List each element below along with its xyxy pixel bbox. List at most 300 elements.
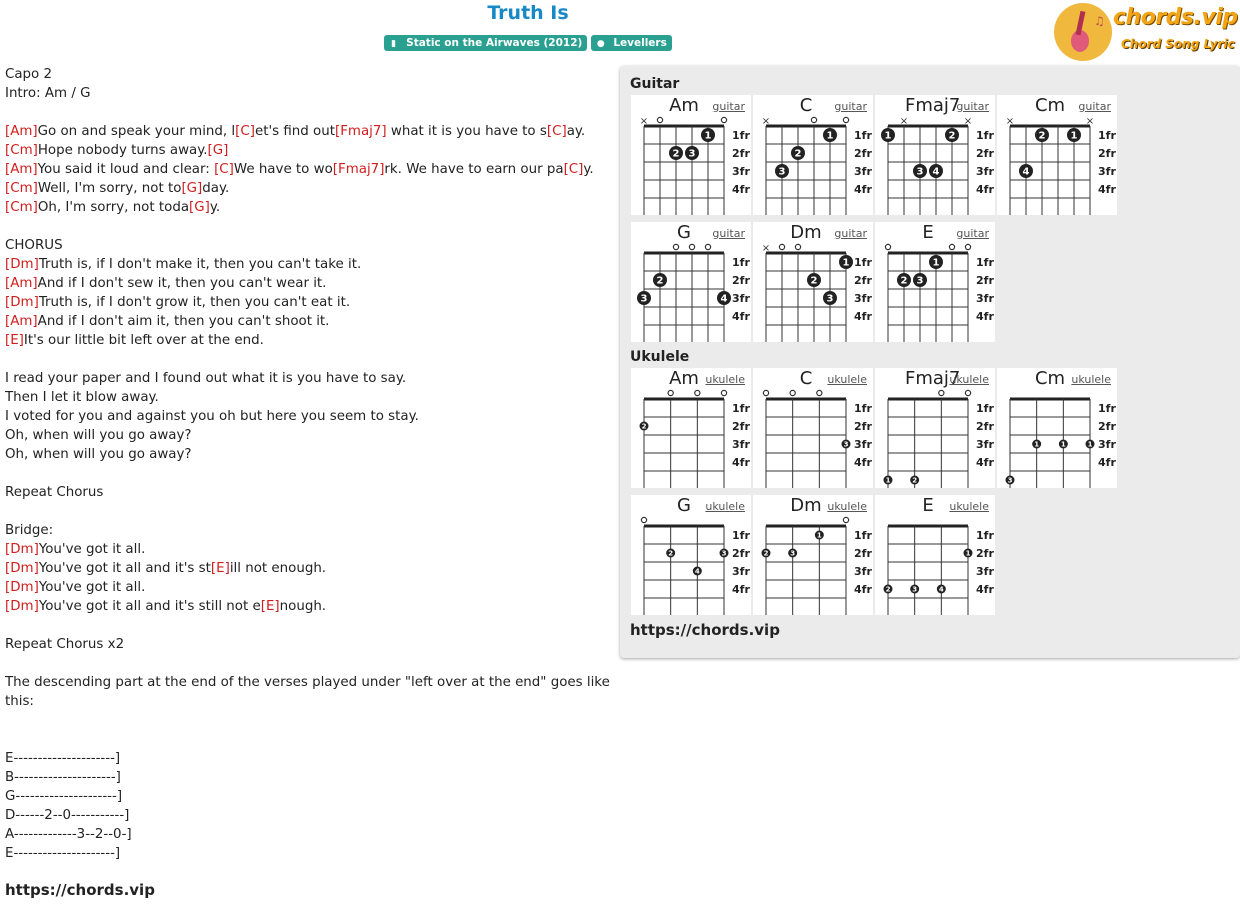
chord-diagram: [631, 95, 751, 215]
chord-card-guitar-am[interactable]: [631, 95, 751, 215]
lyric-line: [5, 483, 615, 502]
lyric-text: E---------------------]: [5, 846, 121, 861]
chord-diagram: [631, 495, 751, 615]
lyric-text: day.: [202, 181, 230, 196]
instrument-link[interactable]: ukulele: [949, 500, 989, 513]
chord-link[interactable]: [G]: [189, 200, 210, 215]
lyric-text: You've got it all and it's st: [38, 561, 211, 576]
lyric-text: G---------------------]: [5, 789, 123, 804]
fret-label: 3fr: [732, 565, 750, 578]
guitar-heading: Guitar: [630, 76, 680, 92]
lyric-line: [5, 274, 615, 293]
chord-diagram: [631, 222, 751, 342]
lyric-text: et's find out: [254, 124, 335, 139]
chord-link[interactable]: [G]: [181, 181, 203, 196]
lyric-line: [5, 787, 615, 806]
fret-label: 3fr: [976, 292, 994, 305]
lyric-line: [5, 141, 615, 160]
lyric-text: Truth is, if I don't grow it, then you can't eat it.: [38, 295, 351, 310]
chord-name: Fmaj7: [905, 368, 961, 389]
lyric-text: Oh, when will you go away?: [5, 428, 192, 443]
song-badges: [0, 35, 1056, 51]
instrument-link[interactable]: ukulele: [827, 500, 867, 513]
finger-number: 2: [763, 549, 769, 558]
chord-card-guitar-e[interactable]: [875, 222, 995, 342]
chord-card-guitar-g[interactable]: [631, 222, 751, 342]
fret-label: 3fr: [854, 438, 872, 451]
instrument-link[interactable]: ukulele: [1071, 373, 1111, 386]
lyric-line: [5, 160, 615, 179]
chord-name: Cm: [1034, 368, 1066, 389]
lyric-text: You've got it all.: [38, 542, 146, 557]
finger-number: 1: [704, 130, 712, 142]
finger-number: 2: [885, 585, 891, 594]
chord-name: G: [677, 495, 691, 516]
finger-number: 4: [938, 585, 944, 594]
fret-label: 2fr: [732, 274, 750, 287]
lyric-line: [5, 711, 615, 730]
open-string-marker: [965, 244, 970, 249]
lyric-line: [5, 198, 615, 217]
lyric-text: Intro: Am / G: [5, 86, 91, 101]
open-string-marker: [763, 390, 768, 395]
lyric-line: [5, 654, 615, 673]
fret-label: 4fr: [1098, 183, 1116, 196]
chord-card-ukulele-c[interactable]: [753, 368, 873, 488]
chord-link[interactable]: [Am]: [5, 276, 38, 291]
finger-number: 3: [790, 549, 796, 558]
lyric-text: I read your paper and I found out what it is you have to say.: [5, 371, 407, 386]
finger-number: 3: [843, 440, 849, 449]
fret-label: 1fr: [1098, 129, 1116, 142]
fret-label: 1fr: [1098, 402, 1116, 415]
finger-number: 3: [1007, 476, 1013, 485]
finger-number: 3: [778, 166, 786, 178]
chord-diagram: [753, 495, 873, 615]
fret-label: 3fr: [732, 292, 750, 305]
fret-label: 4fr: [732, 183, 750, 196]
open-string-marker: [779, 244, 784, 249]
lyric-line: [5, 84, 615, 103]
chord-name: E: [922, 495, 934, 516]
fret-label: 2fr: [732, 147, 750, 160]
fret-label: 4fr: [854, 456, 872, 469]
finger-number: 1: [826, 130, 834, 142]
instrument-link[interactable]: guitar: [1078, 100, 1111, 113]
album-badge[interactable]: [384, 35, 587, 51]
chord-name: Am: [669, 368, 699, 389]
muted-string-marker: ×: [1005, 116, 1015, 127]
chord-diagram: [875, 222, 995, 342]
instrument-link[interactable]: ukulele: [705, 373, 745, 386]
lyric-text: what it is you have to s: [386, 124, 547, 139]
fret-label: 3fr: [976, 165, 994, 178]
chord-link[interactable]: [Dm]: [5, 580, 39, 595]
lyric-text: ill not enough.: [229, 561, 327, 576]
finger-number: 2: [641, 422, 647, 431]
open-string-marker: [965, 390, 970, 395]
lyric-line: [5, 730, 615, 749]
lyric-text: Well, I'm sorry, not to: [37, 181, 182, 196]
instrument-link[interactable]: guitar: [956, 227, 989, 240]
lyric-line: [5, 369, 615, 388]
fret-label: 4fr: [976, 456, 994, 469]
lyric-line: [5, 521, 615, 540]
lyric-line: [5, 103, 615, 122]
lyric-text: Oh, I'm sorry, not toda: [37, 200, 190, 215]
muted-string-marker: ×: [963, 116, 973, 127]
lyric-text: I voted for you and against you oh but here you seem to stay.: [5, 409, 419, 424]
chord-link[interactable]: [Fmaj7]: [334, 124, 387, 139]
fret-label: 2fr: [976, 420, 994, 433]
fret-label: 1fr: [976, 402, 994, 415]
lyric-text: You've got it all.: [38, 580, 146, 595]
chord-card-guitar-c[interactable]: [753, 95, 873, 215]
lyric-text: You said it loud and clear:: [37, 162, 215, 177]
finger-number: 4: [694, 567, 700, 576]
finger-number: 2: [656, 275, 664, 287]
instrument-link[interactable]: guitar: [834, 227, 867, 240]
finger-number: 3: [688, 148, 696, 160]
lyric-line: [5, 388, 615, 407]
lyric-text: D------2--0-----------]: [5, 808, 130, 823]
instrument-link[interactable]: ukulele: [949, 373, 989, 386]
chord-name: Dm: [790, 222, 822, 243]
lyric-text: B---------------------]: [5, 770, 121, 785]
chord-card-guitar-dm[interactable]: [753, 222, 873, 342]
lyric-line: [5, 236, 615, 255]
fret-label: 4fr: [854, 183, 872, 196]
fret-label: 4fr: [976, 583, 994, 596]
finger-number: 3: [826, 293, 834, 305]
lyric-text: A-------------3--2--0-]: [5, 827, 132, 842]
finger-number: 2: [912, 476, 918, 485]
finger-number: 1: [932, 257, 940, 269]
finger-number: 2: [810, 275, 818, 287]
finger-number: 1: [884, 130, 892, 142]
fret-label: 2fr: [976, 274, 994, 287]
muted-string-marker: ×: [639, 116, 649, 127]
fret-label: 3fr: [732, 165, 750, 178]
chord-link[interactable]: [Am]: [5, 314, 38, 329]
fret-label: 1fr: [854, 402, 872, 415]
chord-name: G: [677, 222, 691, 243]
chord-link[interactable]: [Cm]: [5, 181, 38, 196]
finger-number: 2: [900, 275, 908, 287]
chord-link[interactable]: [Dm]: [5, 542, 39, 557]
open-string-marker: [673, 244, 678, 249]
lyric-line: [5, 331, 615, 350]
finger-number: 2: [672, 148, 680, 160]
open-string-marker: [641, 517, 646, 522]
chord-link[interactable]: [Cm]: [5, 200, 38, 215]
fret-label: 4fr: [732, 583, 750, 596]
lyric-line: [5, 768, 615, 787]
lyrics-body: [5, 65, 615, 863]
lyric-text: Repeat Chorus: [5, 485, 104, 500]
lyric-text: Go on and speak your mind, l: [37, 124, 236, 139]
instrument-link[interactable]: ukulele: [827, 373, 867, 386]
fret-label: 1fr: [976, 529, 994, 542]
fret-label: 1fr: [854, 256, 872, 269]
fret-label: 3fr: [976, 438, 994, 451]
lyric-text: Truth is, if I don't make it, then you can't take it.: [38, 257, 362, 272]
fret-label: 1fr: [732, 529, 750, 542]
fret-label: 1fr: [854, 129, 872, 142]
fret-label: 3fr: [1098, 438, 1116, 451]
chord-card-ukulele-am[interactable]: [631, 368, 751, 488]
chord-name: Cm: [1034, 95, 1066, 116]
chord-diagram: [875, 95, 995, 215]
fret-label: 1fr: [976, 129, 994, 142]
lyric-line: [5, 407, 615, 426]
chord-diagram: [997, 368, 1117, 488]
lyric-line: [5, 502, 615, 521]
lyric-text: Capo 2: [5, 67, 53, 82]
fret-label: 3fr: [976, 565, 994, 578]
finger-number: 1: [1034, 440, 1040, 449]
lyric-text: rk. We have to earn our pa: [384, 162, 564, 177]
instrument-link[interactable]: ukulele: [705, 500, 745, 513]
album-badge-label: Static on the Airwaves (2012): [406, 37, 583, 49]
open-string-marker: [689, 244, 694, 249]
finger-number: 3: [721, 549, 727, 558]
finger-number: 1: [1070, 130, 1078, 142]
chord-link[interactable]: [C]: [546, 124, 567, 139]
chord-link[interactable]: [E]: [5, 333, 24, 348]
open-string-marker: [695, 390, 700, 395]
muted-string-marker: ×: [761, 116, 771, 127]
chord-link[interactable]: [Dm]: [5, 599, 39, 614]
finger-number: 4: [720, 293, 728, 305]
fret-label: 1fr: [732, 402, 750, 415]
instrument-link[interactable]: guitar: [834, 100, 867, 113]
lyric-line: [5, 559, 615, 578]
open-string-marker: [657, 117, 662, 122]
lyric-line: [5, 540, 615, 559]
finger-number: 1: [965, 549, 971, 558]
lyric-text: E---------------------]: [5, 751, 121, 766]
lyric-text: We have to wo: [233, 162, 333, 177]
lyric-text: The descending part at the end of the verses played under "left over at the end" goes like this:: [5, 675, 615, 709]
instrument-link[interactable]: guitar: [712, 100, 745, 113]
finger-number: 1: [816, 531, 822, 540]
lyric-text: It's our little bit left over at the end.: [23, 333, 264, 348]
music-note-icon: ♫: [1094, 14, 1105, 28]
open-string-marker: [705, 244, 710, 249]
chord-card-guitar-cm[interactable]: [997, 95, 1117, 215]
ukulele-heading: Ukulele: [630, 349, 690, 365]
chord-name: E: [922, 222, 934, 243]
chord-link[interactable]: [E]: [260, 599, 280, 614]
lyric-line: [5, 312, 615, 331]
lyric-line: [5, 293, 615, 312]
finger-number: 1: [1060, 440, 1066, 449]
lyric-text: And if I don't aim it, then you can't shoot it.: [37, 314, 330, 329]
fret-label: 1fr: [854, 529, 872, 542]
finger-number: 1: [885, 476, 891, 485]
lyric-text: nough.: [279, 599, 327, 614]
instrument-link[interactable]: guitar: [956, 100, 989, 113]
chord-card-ukulele-cm[interactable]: [997, 368, 1117, 488]
chord-diagram: [631, 368, 751, 488]
lyric-line: [5, 350, 615, 369]
finger-number: 3: [916, 166, 924, 178]
chord-diagram: [875, 495, 995, 615]
book-icon: ▮: [391, 39, 397, 49]
lyric-line: [5, 844, 615, 863]
fret-label: 3fr: [732, 438, 750, 451]
fret-label: 4fr: [976, 183, 994, 196]
lyric-line: [5, 806, 615, 825]
fret-label: 2fr: [1098, 420, 1116, 433]
fret-label: 4fr: [732, 310, 750, 323]
lyric-text: Oh, when will you go away?: [5, 447, 192, 462]
fret-label: 4fr: [854, 310, 872, 323]
lyric-line: [5, 635, 615, 654]
lyric-text: And if I don't sew it, then you can't wear it.: [37, 276, 327, 291]
lyric-text: y.: [209, 200, 221, 215]
footer-url[interactable]: https://chords.vip: [5, 881, 155, 899]
lyric-line: [5, 65, 615, 84]
chord-diagram: [875, 368, 995, 488]
chord-name: Fmaj7: [905, 95, 961, 116]
chord-diagram: [997, 95, 1117, 215]
chord-link[interactable]: [C]: [214, 162, 234, 177]
finger-number: 2: [1038, 130, 1046, 142]
chord-diagram: [753, 95, 873, 215]
chord-card-ukulele-g[interactable]: [631, 495, 751, 615]
fret-label: 2fr: [854, 420, 872, 433]
lyric-text: Bridge:: [5, 523, 54, 538]
open-string-marker: [939, 390, 944, 395]
instrument-link[interactable]: guitar: [712, 227, 745, 240]
open-string-marker: [790, 390, 795, 395]
fret-label: 2fr: [976, 547, 994, 560]
fret-label: 2fr: [854, 274, 872, 287]
fret-label: 4fr: [732, 456, 750, 469]
open-string-marker: [949, 244, 954, 249]
lyric-line: [5, 426, 615, 445]
lyric-text: ay.: [566, 124, 586, 139]
fret-label: 4fr: [1098, 456, 1116, 469]
muted-string-marker: ×: [1085, 116, 1095, 127]
chord-name: Am: [669, 95, 699, 116]
fret-label: 2fr: [732, 420, 750, 433]
lyric-text: CHORUS: [5, 238, 63, 253]
finger-number: 3: [912, 585, 918, 594]
open-string-marker: [795, 244, 800, 249]
lyric-line: [5, 445, 615, 464]
finger-number: 2: [794, 148, 802, 160]
song-title: Truth Is: [487, 2, 569, 24]
chord-card-guitar-fmaj7[interactable]: [875, 95, 995, 215]
chord-link[interactable]: [Am]: [5, 162, 38, 177]
lyric-text: Repeat Chorus x2: [5, 637, 125, 652]
muted-string-marker: ×: [899, 116, 909, 127]
fret-label: 2fr: [854, 147, 872, 160]
open-string-marker: [885, 244, 890, 249]
open-string-marker: [721, 390, 726, 395]
finger-number: 1: [1087, 440, 1093, 449]
chord-link[interactable]: [Dm]: [5, 295, 39, 310]
chord-link[interactable]: [G]: [207, 143, 229, 158]
lyric-text: You've got it all and it's still not e: [38, 599, 261, 614]
chord-card-ukulele-dm[interactable]: [753, 495, 873, 615]
lyric-text: Hope nobody turns away.: [37, 143, 208, 158]
lyric-line: [5, 597, 615, 616]
lyric-line: [5, 578, 615, 597]
open-string-marker: [668, 390, 673, 395]
chord-card-ukulele-fmaj7[interactable]: [875, 368, 995, 488]
open-string-marker: [843, 117, 848, 122]
fret-label: 2fr: [854, 547, 872, 560]
lyric-line: [5, 749, 615, 768]
chord-link[interactable]: [Am]: [5, 124, 38, 139]
fret-label: 1fr: [732, 129, 750, 142]
open-string-marker: [843, 517, 848, 522]
lyric-text: y.: [583, 162, 594, 177]
logo-text[interactable]: chords.vip: [1113, 5, 1238, 30]
artist-badge-label: Levellers: [613, 37, 667, 49]
chord-name: Dm: [790, 495, 822, 516]
finger-number: 4: [932, 166, 940, 178]
lyric-line: [5, 217, 615, 236]
artist-badge[interactable]: [591, 35, 672, 51]
chord-link[interactable]: [Dm]: [5, 561, 39, 576]
chord-name: C: [799, 368, 813, 389]
chord-link[interactable]: [C]: [235, 124, 255, 139]
chord-link[interactable]: [C]: [563, 162, 584, 177]
chord-link[interactable]: [Cm]: [5, 143, 38, 158]
lyric-line: [5, 825, 615, 844]
user-icon: ●: [596, 39, 605, 49]
lyric-text: Then I let it blow away.: [5, 390, 159, 405]
chord-link[interactable]: [E]: [210, 561, 230, 576]
fret-label: 3fr: [854, 292, 872, 305]
open-string-marker: [721, 117, 726, 122]
fret-label: 3fr: [854, 165, 872, 178]
logo-subtitle: Chord Song Lyric: [1121, 37, 1235, 51]
fret-label: 2fr: [1098, 147, 1116, 160]
lyric-line: [5, 179, 615, 198]
finger-number: 2: [668, 549, 674, 558]
lyric-line: [5, 255, 615, 274]
chord-diagram: [753, 368, 873, 488]
chord-card-ukulele-e[interactable]: [875, 495, 995, 615]
chord-diagram: [753, 222, 873, 342]
fret-label: 1fr: [732, 256, 750, 269]
chord-link[interactable]: [Fmaj7]: [332, 162, 385, 177]
lyric-line: [5, 464, 615, 483]
lyric-line: [5, 122, 615, 141]
finger-number: 4: [1022, 166, 1030, 178]
open-string-marker: [811, 117, 816, 122]
fret-label: 3fr: [1098, 165, 1116, 178]
fret-label: 3fr: [854, 565, 872, 578]
fret-label: 1fr: [976, 256, 994, 269]
panel-url[interactable]: https://chords.vip: [630, 621, 780, 639]
fret-label: 4fr: [854, 583, 872, 596]
finger-number: 1: [842, 257, 850, 269]
fret-label: 2fr: [976, 147, 994, 160]
lyric-line: [5, 673, 615, 711]
chord-name: C: [799, 95, 813, 116]
finger-number: 3: [640, 293, 648, 305]
open-string-marker: [817, 390, 822, 395]
lyric-line: [5, 616, 615, 635]
chord-link[interactable]: [Dm]: [5, 257, 39, 272]
